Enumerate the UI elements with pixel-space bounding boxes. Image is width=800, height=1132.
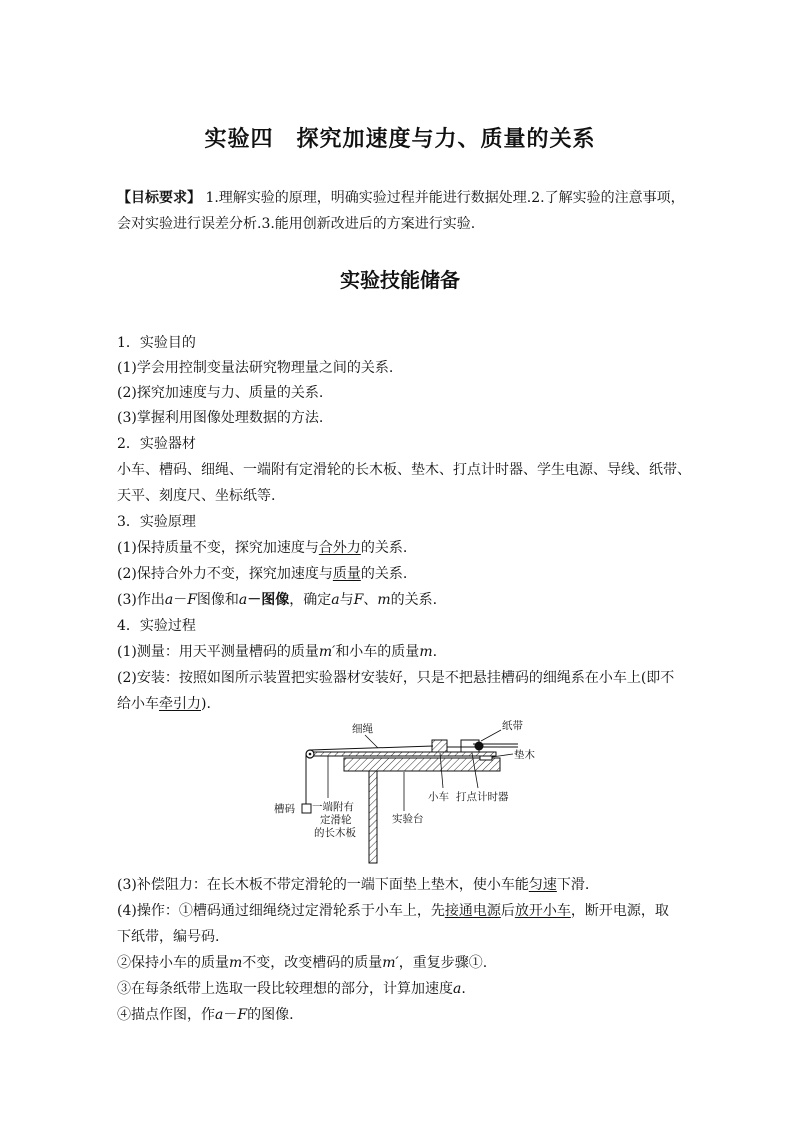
s4-p6-text-b: . (461, 981, 466, 997)
s3-heading: 3．实验原理 (117, 514, 196, 530)
s4-step-6 (117, 978, 697, 1000)
label-table: 实验台 (392, 813, 424, 825)
s4-p1-text-a: (1)测量：用天平测量槽码的质量 (117, 644, 319, 660)
s3-p1-answer: 合外力 (318, 540, 361, 556)
s4-step-5 (117, 952, 697, 974)
s4-step-2-line-2 (117, 693, 697, 715)
s4-p4-answer-1: 接通电源 (444, 903, 501, 919)
s3-p2-text: (2)保持合外力不变，探究加速度与 (117, 566, 333, 582)
s1-item-1: (1)学会用控制变量法研究物理量之间的关系. (117, 360, 394, 376)
s3-p1-text: (1)保持质量不变，探究加速度与 (117, 540, 319, 556)
var-F: F (237, 1007, 248, 1023)
table-top (344, 758, 500, 771)
s4-p6-text-a: ③在每条纸带上选取一段比较理想的部分，计算加速度 (117, 981, 453, 997)
s3-principle-1 (117, 537, 697, 559)
label-board-3: 的长木板 (314, 827, 356, 839)
var-a: a (453, 981, 462, 997)
objective-line-1: 1.理解实验的原理，明确实验过程并能进行数据处理.2.了解实验的注意事项， (201, 190, 685, 206)
s2-line-1: 小车、槽码、细绳、一端附有定滑轮的长木板、垫木、打点计时器、学生电源、导线、纸带、 (117, 462, 691, 478)
label-block: 垫木 (514, 749, 535, 761)
wood-block (480, 756, 492, 760)
rope-line (310, 746, 433, 750)
s4-p7-text-a: ④描点作图，作 (117, 1007, 215, 1023)
s3-p3-text-d: －图像 (247, 592, 290, 608)
var-F: F (187, 592, 197, 608)
s4-step-3 (117, 874, 697, 896)
s4-p3-text-a: (3)补偿阻力：在长木板不带定滑轮的一端下面垫上垫木，使小车能 (117, 877, 529, 893)
s4-step-7 (117, 1004, 697, 1026)
s2-line-2: 天平、刻度尺、坐标纸等. (117, 488, 276, 504)
label-rope: 细绳 (352, 723, 373, 735)
label-timer: 打点计时器 (456, 791, 509, 803)
s4-step-2-line-1: (2)安装：按照如图所示装置把实验器材安装好，只是不把悬挂槽码的细绳系在小车上(即不 (117, 670, 675, 686)
label-tape: 纸带 (502, 720, 523, 732)
label-board-1: 一端附有 (312, 801, 354, 813)
s3-p3-dash: － (173, 592, 188, 608)
var-m: m (419, 644, 433, 660)
s4-p4-text-a: (4)操作：①槽码通过细绳绕过定滑轮系于小车上，先 (117, 903, 445, 919)
s3-p3-text-h: 的关系. (390, 592, 438, 608)
var-m: m (377, 592, 391, 608)
s3-principle-2 (117, 563, 697, 585)
s3-p3-text-e: ，确定 (289, 592, 332, 608)
weight-block (302, 804, 311, 813)
s4-p4-answer-2: 放开小车 (514, 903, 571, 919)
s4-step-4-line-2: 下纸带，编号码. (117, 929, 220, 945)
var-a: a (215, 1007, 224, 1023)
s4-p2-answer: 牵引力 (159, 696, 201, 712)
var-a: a (331, 592, 340, 608)
label-cart: 小车 (428, 791, 449, 803)
s3-principle-3 (117, 589, 697, 611)
s4-p3-text-b: 下滑. (556, 877, 590, 893)
s4-step-1 (117, 641, 697, 663)
s3-p1-tail: 的关系. (360, 540, 408, 556)
var-a: a (164, 592, 174, 608)
s3-p2-answer: 质量 (332, 566, 361, 582)
s4-p5-text-a: ②保持小车的质量 (117, 955, 229, 971)
s1-heading: 1．实验目的 (117, 335, 196, 351)
s1-item-3: (3)掌握利用图像处理数据的方法. (117, 410, 324, 426)
s3-p3-text-f: 与 (339, 592, 354, 608)
s4-step-4-line-1 (117, 900, 697, 922)
s2-heading: 2．实验器材 (117, 436, 196, 452)
var-F: F (353, 592, 364, 608)
page-title: 实验四 探究加速度与力、质量的关系 (204, 127, 596, 152)
s3-p3-text-g: 、 (363, 592, 378, 608)
var-a: a (238, 592, 248, 608)
s4-p7-dash: － (223, 1007, 238, 1023)
objective-paragraph (117, 185, 697, 237)
label-weight: 槽码 (274, 803, 295, 815)
s4-heading: 4．实验过程 (117, 618, 196, 634)
var-m-prime: m′ (318, 644, 336, 660)
s4-p5-text-c: ，重复步骤①. (398, 955, 488, 971)
s4-p1-text-c: . (432, 644, 438, 660)
s4-p3-answer: 匀速 (528, 877, 557, 893)
s3-p3-text-c: 图像和 (196, 592, 239, 608)
s3-p2-tail: 的关系. (360, 566, 408, 582)
apparatus-diagram (268, 716, 538, 868)
s4-p2-text-a: 给小车 (117, 696, 159, 712)
cart-block (432, 740, 447, 752)
s4-p4-text-c: ，断开电源，取 (570, 903, 669, 919)
long-board (310, 752, 496, 756)
table-leg (369, 771, 377, 863)
s4-p7-text-c: 的图像. (247, 1007, 294, 1023)
s4-p4-text-b: 后 (500, 903, 515, 919)
objective-tag: 【目标要求】 (117, 190, 201, 206)
s4-p2-text-b: ). (201, 696, 211, 712)
var-m: m (229, 955, 243, 971)
objective-line-2: 会对实验进行误差分析.3.能用创新改进后的方案进行实验. (117, 216, 476, 232)
var-m-prime: m′ (382, 955, 399, 971)
s4-p5-text-b: 不变，改变槽码的质量 (242, 955, 383, 971)
section-title: 实验技能储备 (340, 268, 460, 292)
s1-item-2: (2)探究加速度与力、质量的关系. (117, 385, 324, 401)
label-board-2: 定滑轮 (320, 814, 352, 826)
s4-p1-text-b: 和小车的质量 (335, 644, 420, 660)
s3-p3-text-a: (3)作出 (117, 592, 165, 608)
